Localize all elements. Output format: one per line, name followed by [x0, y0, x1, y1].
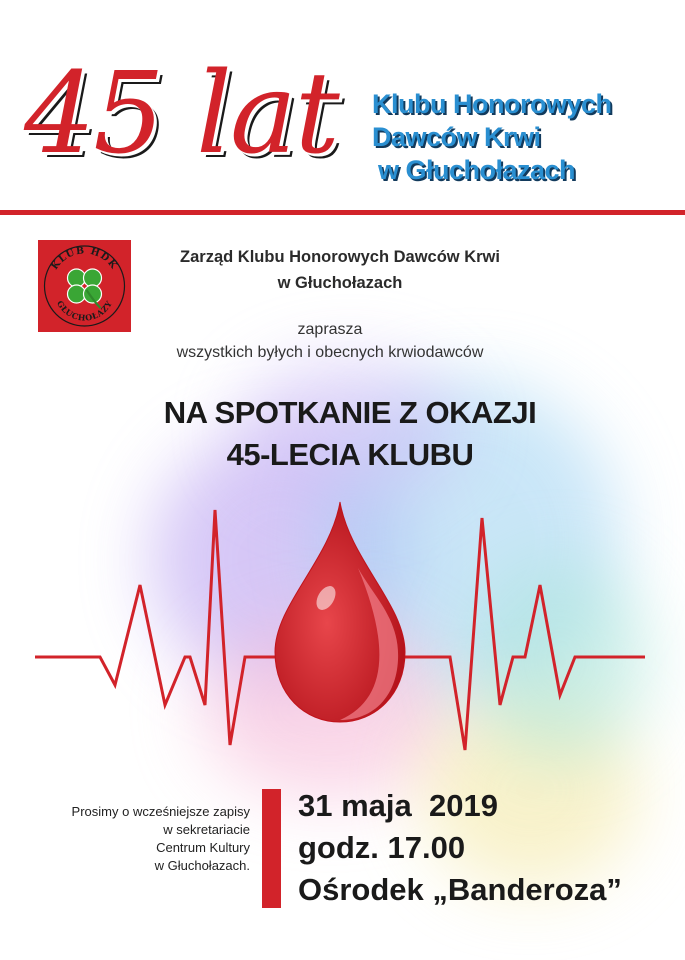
anniversary-title: 45 lat — [24, 49, 338, 179]
heartbeat-graphic — [0, 500, 685, 760]
organizer-line: Zarząd Klubu Honorowych Dawców Krwi — [180, 248, 500, 266]
note-line: Prosimy o wcześniejsze zapisy — [71, 804, 250, 819]
logo-top-text: KLUB HDK — [49, 245, 120, 272]
headline-line: 45-LECIA KLUBU — [226, 437, 474, 472]
event-place: Ośrodek „Banderoza” — [298, 872, 622, 907]
event-date: 31 maja 2019 — [298, 788, 498, 823]
note-line: w sekretariacie — [163, 822, 250, 837]
header-divider — [0, 210, 685, 215]
logo-bottom-text: GŁUCHOŁAZY — [54, 298, 115, 323]
event-details — [298, 785, 622, 911]
registration-note — [30, 803, 250, 875]
organizer — [140, 244, 540, 296]
invitation-line: zaprasza — [297, 321, 363, 338]
event-time: godz. 17.00 — [298, 830, 466, 865]
club-name — [372, 88, 611, 187]
note-line: Centrum Kultury — [156, 840, 250, 855]
note-line: w Głuchołazach. — [154, 858, 250, 873]
invitation — [100, 318, 560, 364]
event-accent-bar — [262, 789, 281, 908]
invitation-line: wszystkich byłych i obecnych krwiodawców — [176, 344, 484, 361]
club-name-line: w Głuchołazach — [378, 155, 576, 185]
organizer-line: w Głuchołazach — [277, 274, 403, 292]
club-name-line: Dawców Krwi — [372, 122, 541, 152]
svg-text:KLUB HDK — [49, 245, 119, 272]
headline — [60, 392, 640, 476]
headline-line: NA SPOTKANIE Z OKAZJI — [163, 395, 537, 430]
blood-drop-icon — [275, 502, 405, 722]
club-name-line: Klubu Honorowych — [372, 89, 612, 119]
